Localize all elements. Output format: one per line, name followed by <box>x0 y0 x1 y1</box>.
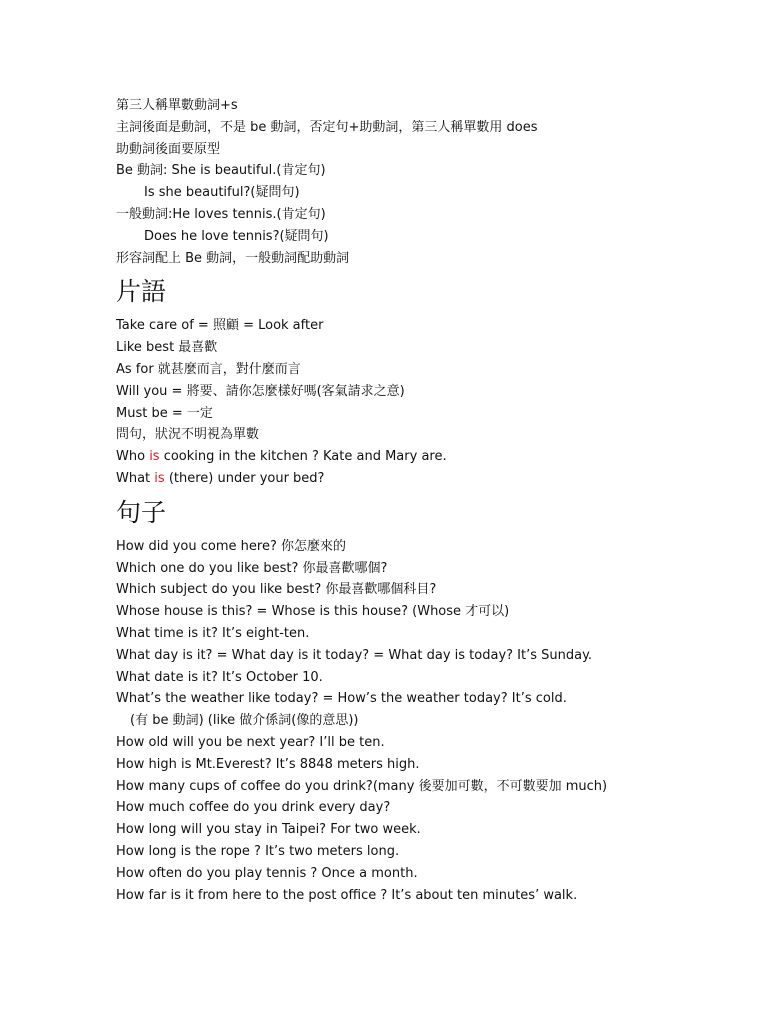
sentence-line: How high is Mt.Everest? It’s 8848 meters high. <box>116 756 420 772</box>
sentence-line: Whose house is this? = Whose is this house? (Whose 才可以) <box>116 604 510 620</box>
grammar-line: Is she beautiful?(疑問句) <box>144 185 300 201</box>
phrases-section <box>116 315 756 489</box>
example-text-after: (there) under your bed? <box>164 470 325 486</box>
grammar-line: 第三人稱單數動詞+s <box>116 98 238 113</box>
grammar-line: 助動詞後面要原型 <box>116 141 221 157</box>
phrase-line: Must be = 一定 <box>116 405 213 421</box>
highlighted-word: is <box>149 449 160 465</box>
document-page <box>116 95 756 906</box>
sentences-section <box>116 536 756 907</box>
grammar-line: 一般動詞:He loves tennis.(肯定句) <box>116 206 326 222</box>
phrase-line: As for 就甚麼而言，對什麼而言 <box>116 361 301 377</box>
phrase-example <box>116 468 756 490</box>
sentence-line: How far is it from here to the post office ? It’s about ten minutes’ walk. <box>116 887 578 903</box>
sentence-line: Which subject do you like best? 你最喜歡哪個科目? <box>116 582 437 598</box>
grammar-line: Does he love tennis?(疑問句) <box>144 228 329 244</box>
phrases-heading: 片語 <box>116 277 167 307</box>
sentence-line: How long will you stay in Taipei? For two week. <box>116 822 421 838</box>
grammar-section <box>116 95 756 269</box>
sentence-line: What date is it? It’s October 10. <box>116 669 323 685</box>
grammar-line: Be 動詞: She is beautiful.(肯定句) <box>116 163 326 179</box>
grammar-line: 形容詞配上 Be 動詞，一般動詞配助動詞 <box>116 250 350 266</box>
sentence-line: Which one do you like best? 你最喜歡哪個? <box>116 560 388 576</box>
example-text-before: Who <box>116 449 150 465</box>
example-text-after: cooking in the kitchen ? Kate and Mary are. <box>159 449 447 465</box>
sentence-line: How did you come here? 你怎麼來的 <box>116 538 346 554</box>
sentence-line: What day is it? = What day is it today? = What day is today? It’s Sunday. <box>116 647 593 663</box>
sentence-line: (有 be 動詞) (like 做介係詞(像的意思)) <box>130 713 359 729</box>
sentence-line: How often do you play tennis ? Once a month. <box>116 865 418 881</box>
phrase-line: Take care of = 照顧 = Look after <box>116 318 324 334</box>
grammar-line: 主詞後面是動詞，不是 be 動詞，否定句+助動詞，第三人稱單數用 does <box>116 119 538 135</box>
sentence-line: What time is it? It’s eight-ten. <box>116 625 310 641</box>
example-text-before: What <box>116 470 155 486</box>
sentence-line: How many cups of coffee do you drink?(many 後要加可數，不可數要加 much) <box>116 778 608 794</box>
sentence-line: How old will you be next year? I’ll be ten. <box>116 734 385 750</box>
phrase-example <box>116 446 756 468</box>
phrase-line: Will you = 將要、請你怎麼樣好嗎(客氣請求之意) <box>116 383 405 399</box>
sentence-line: What’s the weather like today? = How’s the weather today? It’s cold. <box>116 691 567 707</box>
sentence-line: How much coffee do you drink every day? <box>116 800 391 816</box>
sentences-heading: 句子 <box>116 497 167 527</box>
phrase-line: 問句，狀況不明視為單數 <box>116 427 260 443</box>
phrase-line: Like best 最喜歡 <box>116 340 218 356</box>
highlighted-word: is <box>154 470 165 486</box>
sentence-line: How long is the rope ? It’s two meters long. <box>116 843 400 859</box>
